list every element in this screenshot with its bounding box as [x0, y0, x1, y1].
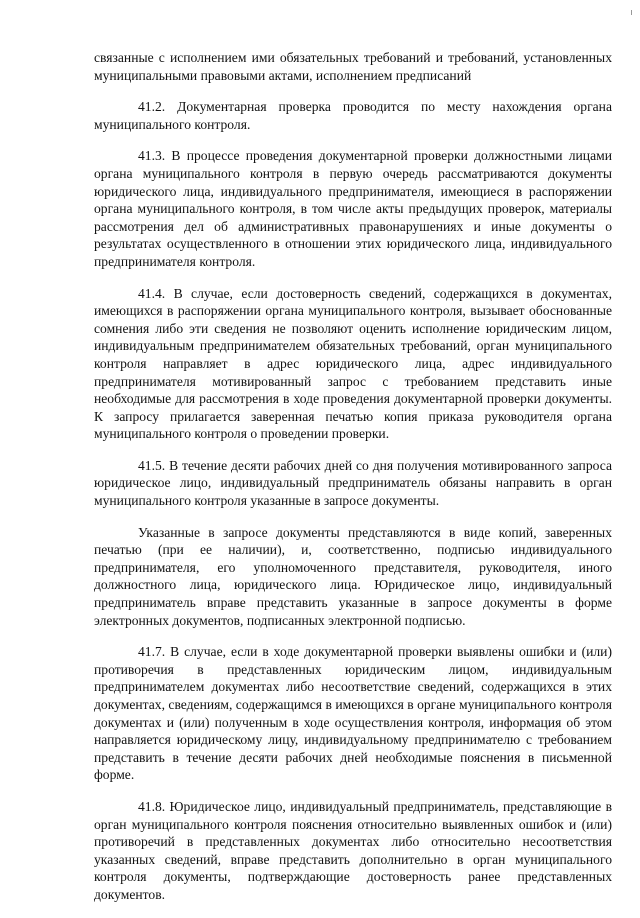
paragraph-41-2: 41.2. Документарная проверка проводится по месту нахождения органа муниципального контроля. [94, 99, 612, 132]
scan-mark [631, 10, 632, 15]
paragraph-41-6-unnumbered: Указанные в запросе документы представляются в виде копий, заверенных печатью (при ее наличии), и, соответственно, подписью индивидуального предпринимателя, его уполномоченного представителя, руководителя, иного должностного лица, юридического лица. Юридическое лицо, индивидуальный предприниматель вправе представить указанные в запросе документы в форме электронных документов, подписанных электронной подписью. [94, 524, 612, 628]
paragraph-41-7: 41.7. В случае, если в ходе документарной проверки выявлены ошибки и (или) противоречия в представленных юридическим лицом, индивидуальным предпринимателем документах либо несоответствие сведений, содержащихся в этих документах, сведениям, содержащимся в имеющихся в органе муниципального контроля документах и (или) полученным в ходе осуществления контроля, информация об этом направляется юридическому лицу, индивидуальному предпринимателю с требованием представить в течение десяти рабочих дней необходимые пояснения в письменной форме. [94, 644, 612, 783]
paragraph-41-4: 41.4. В случае, если достоверность сведений, содержащихся в документах, имеющихся в распоряжении органа муниципального контроля, вызывает обоснованные сомнения либо эти сведения не позволяют оценить исполнение юридическим лицом, индивидуальным предпринимателем обязательных требований, орган муниципального контроля направляет в адрес юридического лица, адрес индивидуального предпринимателя мотивированный запрос с требованием представить иные необходимые для рассмотрения в ходе проведения документарной проверки документы. К запросу прилагается заверенная печатью копия приказа руководителя органа муниципального контроля о проведении проверки. [94, 285, 612, 442]
document-body [94, 49, 612, 918]
paragraph-41-5: 41.5. В течение десяти рабочих дней со дня получения мотивированного запроса юридическое лицо, индивидуальный предприниматель обязаны направить в орган муниципального контроля указанные в запросе документы. [94, 457, 612, 509]
paragraph-41-8: 41.8. Юридическое лицо, индивидуальный предприниматель, представляющие в орган муниципального контроля пояснения относительно выявленных ошибок и (или) противоречий в представленных документах либо относительно несоответствия указанных сведений, вправе представить дополнительно в орган муниципального контроля документы, подтверждающие достоверность ранее представленных документов. [94, 798, 612, 902]
paragraph-41-3: 41.3. В процессе проведения документарной проверки должностными лицами органа муниципального контроля в первую очередь рассматриваются документы юридического лица, индивидуального предпринимателя, имеющиеся в распоряжении органа муниципального контроля, в том числе акты предыдущих проверок, материалы рассмотрения дел об административных правонарушениях и иные документы о результатах осуществленного в отношении этих юридического лица, индивидуального предпринимателя контроля. [94, 148, 612, 269]
paragraph-continuation: связанные с исполнением ими обязательных требований и требований, установленных муниципальными правовыми актами, исполнением предписаний [94, 50, 612, 83]
